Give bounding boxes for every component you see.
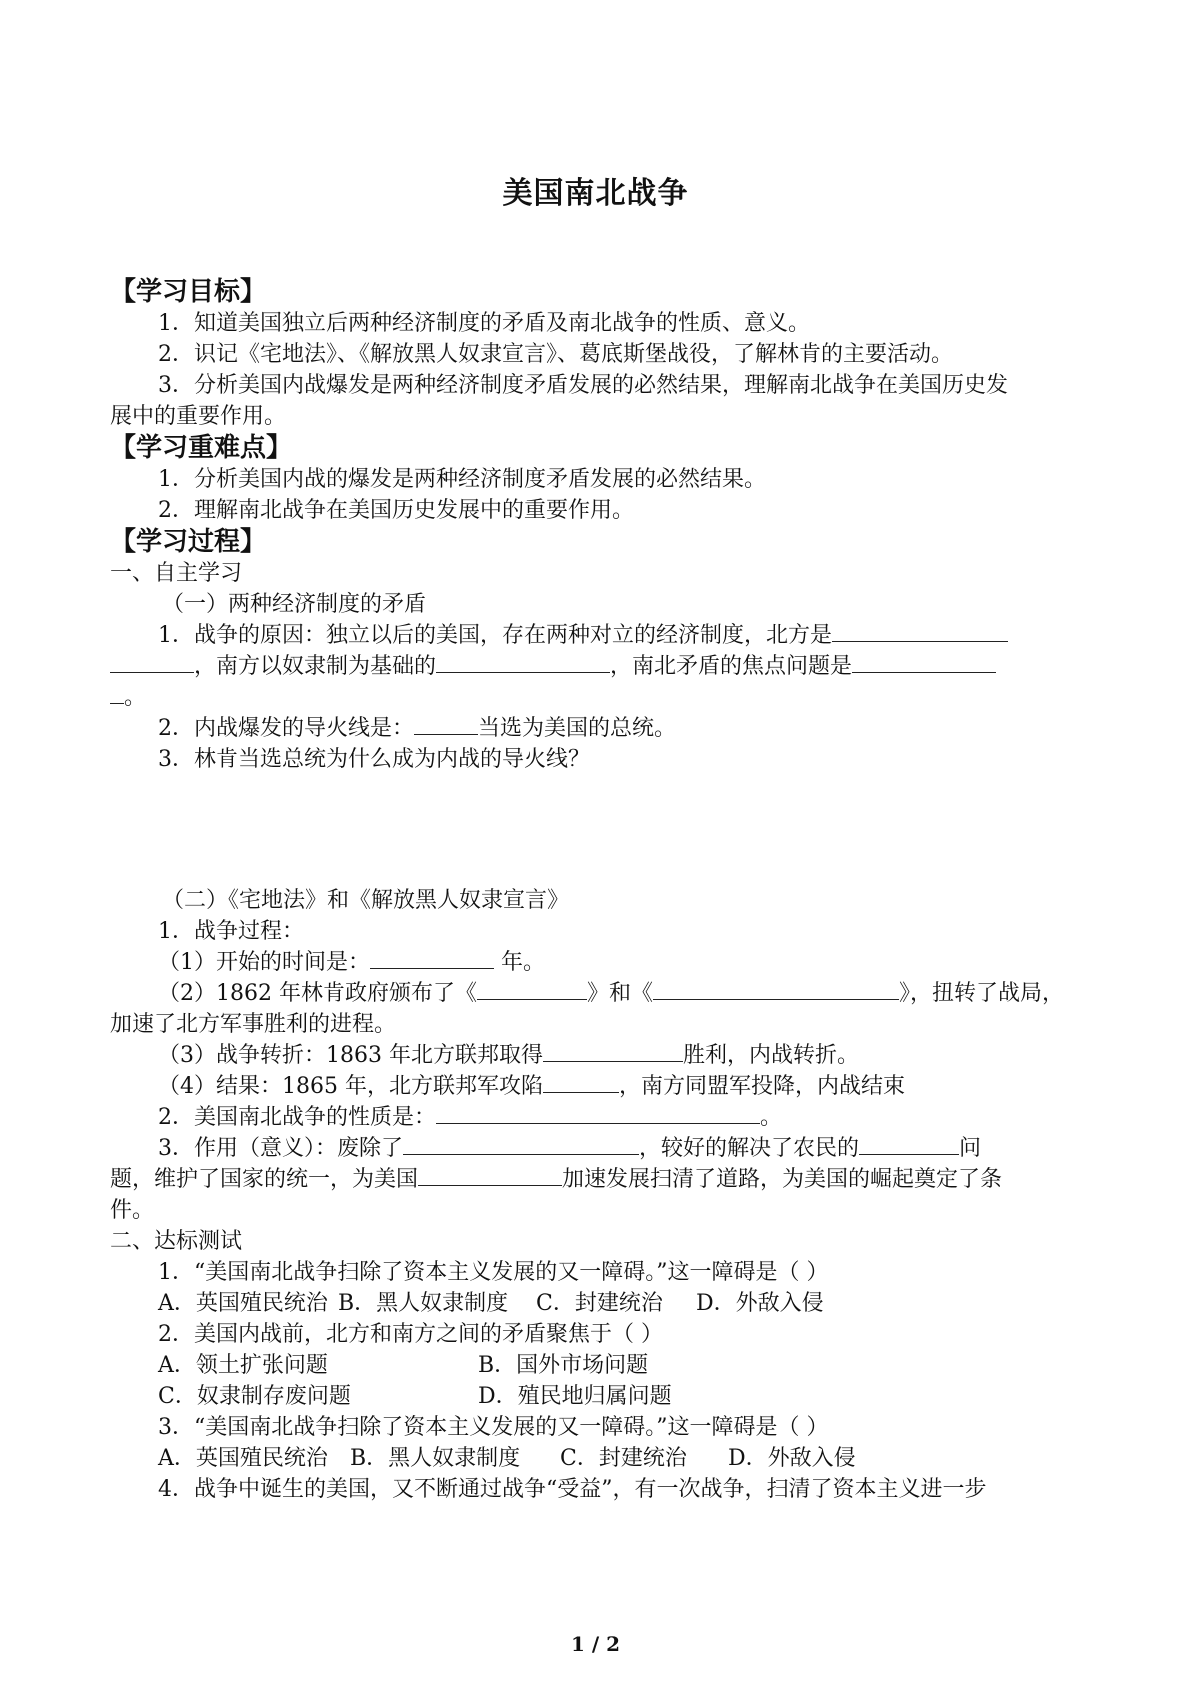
question-line [110,682,1090,713]
answer-blank[interactable] [859,1134,959,1155]
question-text: 。 [760,1105,783,1130]
question-line [110,1040,1090,1071]
question-text: 2．内战爆发的导火线是： [158,716,414,741]
subsection-homestead-act: （二）《宅地法》和《解放黑人奴隶宣言》 [162,888,570,913]
question-line [110,651,1090,682]
page-number: 1 / 2 [570,1632,621,1656]
question-line [110,713,1090,744]
key-point-item: 1．分析美国内战的爆发是两种经济制度矛盾发展的必然结果。 [158,467,766,492]
quiz-option[interactable]: B．黑人奴隶制度 [338,1291,509,1316]
question-text: （1）开始的时间是： [158,950,370,975]
quiz-option[interactable]: C．封建统治 [560,1446,687,1471]
question-line: 3．林肯当选总统为什么成为内战的导火线？ [158,747,590,772]
answer-blank[interactable] [653,979,899,1000]
answer-blank[interactable] [414,714,478,735]
section-self-study: 一、自主学习 [110,561,243,586]
question-line [110,1164,1090,1195]
question-text: （4）结果：1865 年，北方联邦军攻陷 [158,1074,543,1099]
question-text: ，南方同盟军投降，内战结束 [618,1074,905,1099]
key-point-item: 2．理解南北战争在美国历史发展中的重要作用。 [158,498,634,523]
quiz-options [110,1350,1090,1381]
question-text: 》和《 [586,981,653,1006]
question-line [110,1133,1090,1164]
quiz-option[interactable]: D．殖民地归属问题 [478,1384,672,1409]
answer-blank[interactable] [418,1165,562,1186]
question-text: 胜利，内战转折。 [682,1043,859,1068]
question-text: 1．战争的原因：独立以后的美国，存在两种对立的经济制度，北方是 [158,623,832,648]
question-line [110,620,1090,651]
quiz-question: 1．“美国南北战争扫除了资本主义发展的又一障碍。”这一障碍是（ ） [158,1260,829,1285]
question-text: 3．作用（意义）：废除了 [158,1136,403,1161]
quiz-option[interactable]: D．外敌入侵 [696,1291,824,1316]
question-text: 问 [959,1136,982,1161]
answer-space[interactable] [110,775,1090,885]
subsection-economic-systems: （一）两种经济制度的矛盾 [162,592,427,617]
question-text: 当选为美国的总统。 [478,716,677,741]
question-text: ，较好的解决了农民的 [639,1136,860,1161]
quiz-option[interactable]: C．封建统治 [536,1291,663,1316]
document-body [110,276,1090,1505]
quiz-option[interactable]: A．领土扩张问题 [158,1353,328,1378]
objective-item: 1．知道美国独立后两种经济制度的矛盾及南北战争的性质、意义。 [158,311,810,336]
objective-item: 2．识记《宅地法》、《解放黑人奴隶宣言》、葛底斯堡战役，了解林肯的主要活动。 [158,342,953,367]
quiz-option[interactable]: C．奴隶制存废问题 [158,1384,351,1409]
objective-item: 3．分析美国内战爆发是两种经济制度矛盾发展的必然结果，理解南北战争在美国历史发 [158,373,1008,398]
quiz-question: 4．战争中诞生的美国，又不断通过战争“受益”，有一次战争，扫清了资本主义进一步 [158,1477,987,1502]
answer-blank[interactable] [832,621,1008,642]
answer-blank[interactable] [110,683,124,704]
question-text: （3）战争转折：1863 年北方联邦取得 [158,1043,543,1068]
section-assessment: 二、达标测试 [110,1229,243,1254]
page-title: 美国南北战争 [502,176,689,211]
question-line: 加速了北方军事胜利的进程。 [110,1012,397,1037]
question-line [110,1102,1090,1133]
objective-item-continued: 展中的重要作用。 [110,404,287,429]
answer-blank[interactable] [436,1103,760,1124]
question-text: 加速发展扫清了道路，为美国的崛起奠定了条 [562,1167,1003,1192]
quiz-options [110,1288,1090,1319]
objectives-heading: 【学习目标】 [110,277,267,307]
answer-blank[interactable] [852,652,996,673]
question-text: ，南北矛盾的焦点问题是 [610,654,853,679]
question-line [110,947,1090,978]
question-line: 件。 [110,1198,155,1223]
answer-blank[interactable] [403,1134,639,1155]
answer-blank[interactable] [543,1041,683,1062]
answer-blank[interactable] [110,652,194,673]
question-text: （2）1862 年林肯政府颁布了《 [158,981,477,1006]
quiz-option[interactable]: A．英国殖民统治 [158,1291,328,1316]
question-text: 》，扭转了战局， [899,981,1065,1006]
answer-blank[interactable] [436,652,610,673]
question-text: 。 [124,685,147,710]
answer-blank[interactable] [543,1072,619,1093]
quiz-option[interactable]: B．黑人奴隶制度 [350,1446,521,1471]
question-text: ，南方以奴隶制为基础的 [194,654,437,679]
answer-blank[interactable] [370,948,494,969]
quiz-options [110,1381,1090,1412]
process-heading: 【学习过程】 [110,527,267,557]
quiz-option[interactable]: A．英国殖民统治 [158,1446,328,1471]
key-points-heading: 【学习重难点】 [110,433,293,463]
question-line: 1．战争过程： [158,919,304,944]
quiz-question: 3．“美国南北战争扫除了资本主义发展的又一障碍。”这一障碍是（ ） [158,1415,829,1440]
question-text: 题，维护了国家的统一，为美国 [110,1167,419,1192]
quiz-option[interactable]: B．国外市场问题 [478,1353,649,1378]
answer-blank[interactable] [477,979,587,1000]
question-text: 年。 [494,950,545,975]
quiz-question: 2．美国内战前，北方和南方之间的矛盾聚焦于（ ） [158,1322,663,1347]
question-text: 2．美国南北战争的性质是： [158,1105,436,1130]
question-line [110,1071,1090,1102]
question-line [110,978,1090,1009]
quiz-option[interactable]: D．外敌入侵 [728,1446,856,1471]
quiz-options [110,1443,1090,1474]
